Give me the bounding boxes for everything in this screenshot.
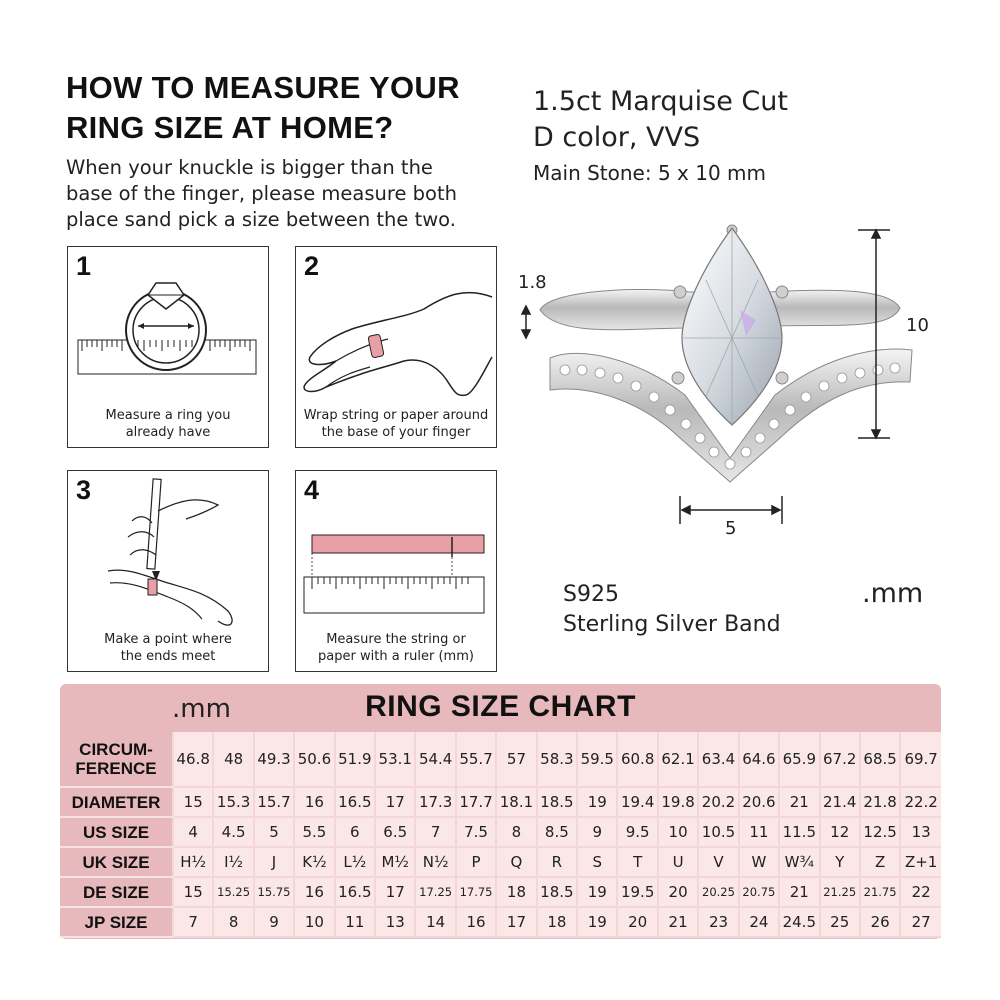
size-cell: 7.5 xyxy=(456,817,496,847)
size-cell: J xyxy=(254,847,294,877)
size-cell: 10 xyxy=(658,817,698,847)
size-cell: 9 xyxy=(254,907,294,937)
size-cell: 16.5 xyxy=(335,787,375,817)
size-cell: 20 xyxy=(617,907,657,937)
step-caption xyxy=(68,631,268,665)
size-cell: 51.9 xyxy=(335,732,375,787)
row-header: DIAMETER xyxy=(60,787,173,817)
step-2-card xyxy=(295,246,497,448)
size-cell: 9.5 xyxy=(617,817,657,847)
step-number: 1 xyxy=(76,251,92,281)
size-cell: 46.8 xyxy=(173,732,213,787)
table-row xyxy=(60,787,941,817)
size-cell: 17.25 xyxy=(415,877,455,907)
spec-carat-cut: 1.5ct Marquise Cut xyxy=(533,86,788,117)
band-height-label: 1.8 xyxy=(518,272,547,293)
size-cell: 64.6 xyxy=(739,732,779,787)
chart-title: RING SIZE CHART xyxy=(365,690,636,723)
size-cell: U xyxy=(658,847,698,877)
intro-line: place sand pick a size between the two. xyxy=(66,208,456,231)
guide-intro xyxy=(66,155,506,233)
size-cell: 58.3 xyxy=(537,732,577,787)
size-cell: Z+1 xyxy=(900,847,941,877)
stone-spec xyxy=(533,84,788,190)
row-header: JP SIZE xyxy=(60,907,173,937)
table-row xyxy=(60,817,941,847)
ring-photo xyxy=(520,220,920,540)
ring-size-chart xyxy=(60,684,941,939)
size-cell: W¾ xyxy=(779,847,819,877)
size-cell: 17 xyxy=(496,907,536,937)
size-cell: 10 xyxy=(294,907,334,937)
step-3-card xyxy=(67,470,269,672)
caption-line: Wrap string or paper around xyxy=(303,408,489,423)
size-cell: 22.2 xyxy=(900,787,941,817)
size-cell: 21 xyxy=(779,877,819,907)
size-cell: 7 xyxy=(173,907,213,937)
step-1-card xyxy=(67,246,269,448)
size-cell: 19 xyxy=(577,907,617,937)
size-cell: 20.25 xyxy=(698,877,738,907)
size-cell: 5.5 xyxy=(294,817,334,847)
size-cell: 22 xyxy=(900,877,941,907)
size-cell: 20.6 xyxy=(739,787,779,817)
size-cell: 15.25 xyxy=(213,877,253,907)
step-number: 4 xyxy=(304,475,320,505)
size-cell: 15 xyxy=(173,787,213,817)
caption-line: Measure a ring you xyxy=(105,408,231,423)
size-cell: P xyxy=(456,847,496,877)
size-cell: 27 xyxy=(900,907,941,937)
size-cell: 10.5 xyxy=(698,817,738,847)
size-cell: Q xyxy=(496,847,536,877)
size-cell: 48 xyxy=(213,732,253,787)
size-cell: 7 xyxy=(415,817,455,847)
size-cell: 15.7 xyxy=(254,787,294,817)
step-caption xyxy=(296,631,496,665)
stone-width-label: 5 xyxy=(725,518,737,539)
caption-line: the ends meet xyxy=(120,649,216,664)
size-cell: 18.5 xyxy=(537,787,577,817)
size-cell: 23 xyxy=(698,907,738,937)
unit-label: .mm xyxy=(862,578,924,609)
size-cell: 5 xyxy=(254,817,294,847)
size-cell: 20.2 xyxy=(698,787,738,817)
size-cell: 17 xyxy=(375,787,415,817)
size-cell: Z xyxy=(860,847,900,877)
table-row xyxy=(60,877,941,907)
size-cell: 8 xyxy=(496,817,536,847)
caption-line: Make a point where xyxy=(104,632,232,647)
size-cell: 17 xyxy=(375,877,415,907)
size-cell: 18 xyxy=(537,907,577,937)
size-cell: 26 xyxy=(860,907,900,937)
size-cell: R xyxy=(537,847,577,877)
size-cell: 11 xyxy=(335,907,375,937)
size-cell: 4.5 xyxy=(213,817,253,847)
stone-length-label: 10 xyxy=(906,315,929,336)
caption-line: Measure the string or xyxy=(326,632,466,647)
size-cell: 24 xyxy=(739,907,779,937)
table-row xyxy=(60,907,941,937)
size-cell: 69.7 xyxy=(900,732,941,787)
size-cell: 53.1 xyxy=(375,732,415,787)
size-cell: 68.5 xyxy=(860,732,900,787)
row-header: DE SIZE xyxy=(60,877,173,907)
size-cell: 11.5 xyxy=(779,817,819,847)
size-cell: H½ xyxy=(173,847,213,877)
chart-unit-label: .mm xyxy=(172,694,231,724)
metal-info xyxy=(563,580,781,640)
guide-title-line1: HOW TO MEASURE YOUR xyxy=(66,70,460,105)
size-cell: 17.7 xyxy=(456,787,496,817)
size-cell: 19.5 xyxy=(617,877,657,907)
row-header: US SIZE xyxy=(60,817,173,847)
size-cell: 21 xyxy=(779,787,819,817)
size-cell: W xyxy=(739,847,779,877)
size-cell: 16 xyxy=(294,787,334,817)
metal-code: S925 xyxy=(563,582,619,607)
step-caption xyxy=(296,407,496,441)
size-cell: 17.3 xyxy=(415,787,455,817)
size-cell: Y xyxy=(820,847,860,877)
size-table xyxy=(60,732,941,938)
intro-line: When your knuckle is bigger than the xyxy=(66,156,433,179)
size-cell: 6.5 xyxy=(375,817,415,847)
size-cell: 18.1 xyxy=(496,787,536,817)
step-number: 3 xyxy=(76,475,92,505)
size-cell: 15 xyxy=(173,877,213,907)
size-cell: S xyxy=(577,847,617,877)
size-cell: I½ xyxy=(213,847,253,877)
size-cell: 16 xyxy=(456,907,496,937)
guide-title xyxy=(66,68,506,148)
size-cell: 14 xyxy=(415,907,455,937)
table-row xyxy=(60,732,941,787)
size-cell: 19 xyxy=(577,787,617,817)
size-cell: 57 xyxy=(496,732,536,787)
spec-color-clarity: D color, VVS xyxy=(533,122,701,153)
size-cell: 20.75 xyxy=(739,877,779,907)
size-cell: 21.75 xyxy=(860,877,900,907)
size-cell: 8 xyxy=(213,907,253,937)
spec-stone-size: Main Stone: 5 x 10 mm xyxy=(533,161,766,185)
guide-title-line2: RING SIZE AT HOME? xyxy=(66,110,394,145)
size-cell: 60.8 xyxy=(617,732,657,787)
size-cell: 16.5 xyxy=(335,877,375,907)
size-cell: 49.3 xyxy=(254,732,294,787)
size-cell: 25 xyxy=(820,907,860,937)
size-cell: 20 xyxy=(658,877,698,907)
size-cell: 24.5 xyxy=(779,907,819,937)
size-cell: 19 xyxy=(577,877,617,907)
size-cell: 50.6 xyxy=(294,732,334,787)
size-cell: 62.1 xyxy=(658,732,698,787)
size-cell: 16 xyxy=(294,877,334,907)
caption-line: already have xyxy=(125,425,211,440)
intro-line: base of the finger, please measure both xyxy=(66,182,457,205)
size-cell: 4 xyxy=(173,817,213,847)
size-cell: 63.4 xyxy=(698,732,738,787)
metal-description: Sterling Silver Band xyxy=(563,612,781,637)
size-cell: V xyxy=(698,847,738,877)
size-cell: 8.5 xyxy=(537,817,577,847)
size-cell: 21 xyxy=(658,907,698,937)
caption-line: paper with a ruler (mm) xyxy=(318,649,474,664)
size-cell: 11 xyxy=(739,817,779,847)
size-cell: 18.5 xyxy=(537,877,577,907)
size-cell: 65.9 xyxy=(779,732,819,787)
size-cell: K½ xyxy=(294,847,334,877)
size-cell: L½ xyxy=(335,847,375,877)
size-cell: T xyxy=(617,847,657,877)
step-4-card xyxy=(295,470,497,672)
size-cell: M½ xyxy=(375,847,415,877)
size-cell: 67.2 xyxy=(820,732,860,787)
size-cell: 15.3 xyxy=(213,787,253,817)
size-cell: 55.7 xyxy=(456,732,496,787)
step-number: 2 xyxy=(304,251,320,281)
size-cell: 13 xyxy=(900,817,941,847)
size-cell: 12.5 xyxy=(860,817,900,847)
size-cell: 21.8 xyxy=(860,787,900,817)
row-header: CIRCUM- FERENCE xyxy=(60,732,173,787)
size-cell: 13 xyxy=(375,907,415,937)
size-cell: 6 xyxy=(335,817,375,847)
size-cell: 15.75 xyxy=(254,877,294,907)
size-cell: 19.4 xyxy=(617,787,657,817)
size-cell: 12 xyxy=(820,817,860,847)
size-cell: 9 xyxy=(577,817,617,847)
step-caption xyxy=(68,407,268,441)
size-cell: 21.25 xyxy=(820,877,860,907)
size-cell: 21.4 xyxy=(820,787,860,817)
table-row xyxy=(60,847,941,877)
size-cell: N½ xyxy=(415,847,455,877)
size-cell: 59.5 xyxy=(577,732,617,787)
row-header: UK SIZE xyxy=(60,847,173,877)
size-cell: 19.8 xyxy=(658,787,698,817)
size-cell: 17.75 xyxy=(456,877,496,907)
size-cell: 54.4 xyxy=(415,732,455,787)
caption-line: the base of your finger xyxy=(321,425,471,440)
size-cell: 18 xyxy=(496,877,536,907)
